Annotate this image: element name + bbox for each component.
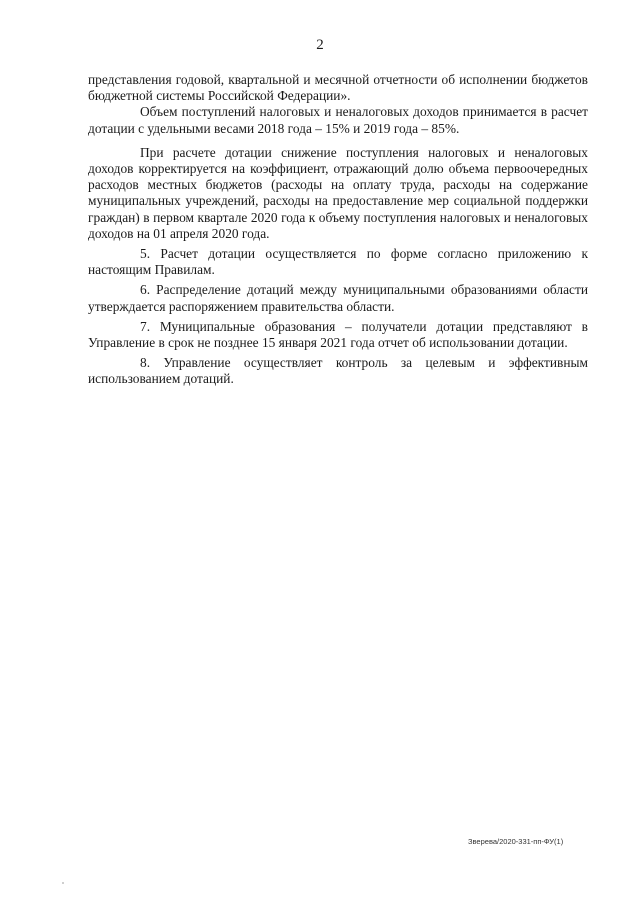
paragraph-item-8: 8. Управление осуществляет контроль за целевым и эффективным использованием дотаций. xyxy=(88,355,588,387)
page-number: 2 xyxy=(316,37,324,53)
paragraph-item-6: 6. Распределение дотаций между муниципальными образованиями области утверждается распоряжением правительства области. xyxy=(88,282,588,314)
paragraph-item-5: 5. Расчет дотации осуществляется по форме согласно приложению к настоящим Правилам. xyxy=(88,246,588,278)
paragraph-item-7: 7. Муниципальные образования – получатели дотации представляют в Управление в срок не позднее 15 января 2021 года отчет об использовании дотации. xyxy=(88,318,588,351)
paragraph-coefficient: При расчете дотации снижение поступления налоговых и неналоговых доходов корректируется на коэффициент, отражающий долю объема первоочередных расходов местных бюджетов (расходы на оплату труда, расходы на содержание муниципальных учреждений, расходы на предоставление мер социальной поддержки граждан) в первом квартале 2020 года к объему поступления налоговых и неналоговых доходов на 01 апреля 2020 года. xyxy=(88,144,588,241)
scan-dot xyxy=(62,882,64,884)
paragraph-revenue-weights: Объем поступлений налоговых и неналоговых доходов принимается в расчет дотации с удельными весами 2018 года – 15% и 2019 года – 85%. xyxy=(88,104,588,136)
footer-reference: Зверева/2020-331-пп-ФУ(1) xyxy=(468,837,564,846)
document-body xyxy=(88,72,588,388)
paragraph-continuation: представления годовой, квартальной и месячной отчетности об исполнении бюджетов бюджетной системы Российской Федерации». xyxy=(88,72,588,104)
